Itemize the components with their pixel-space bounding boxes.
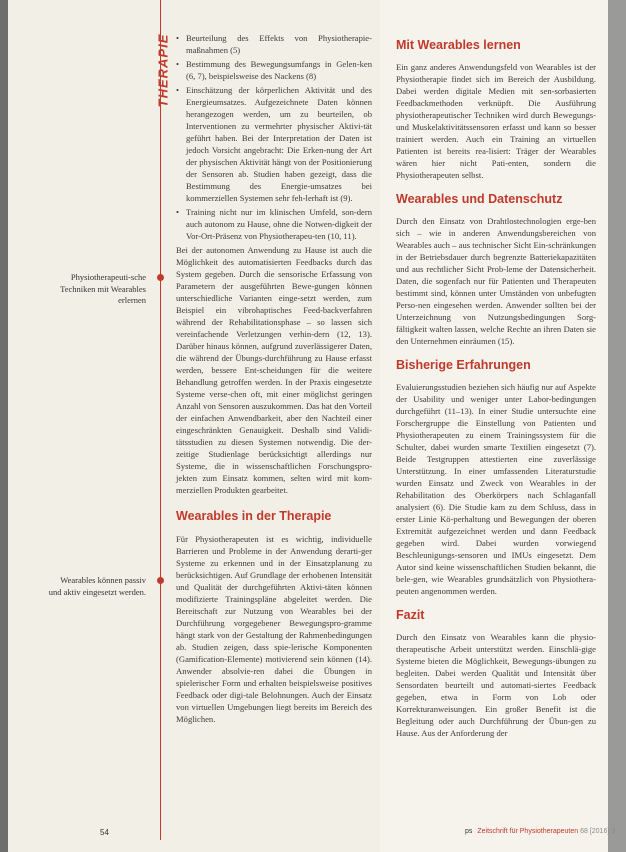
page-edge-shadow [608,0,626,852]
paragraph: Für Physiotherapeuten ist es wichtig, individuelle Barrieren und Probleme in der Anwendung derarti-ger Systeme zu erkennen und in der Einsatzplanung zu berücksichtigen. Auf Grundlage der erhobenen Intensität und Qualität der durchgeführten Aktivi-täten können modifizierte Trainingspläne abgeleitet werden. Die Bereitschaft zur Nutzung von Wearables bei der Durchführung vorgegebener Bewegungspro-gramme hängt stark von der Gestaltung der Rahmenbedingungen ab. Studien zeigen, dass spie-lerische Komponenten (Gamification-Elemente) motivierend sein können (14). Anwender absolvie-ren dabei die Übungen in spielerischer Form und erhalten beispielsweise positives Feedback oder digi-tale Belohnungen. Auch der Einsatz von virtuellen Umgebungen liegt bereits im Bereich des Möglichen. [176,534,372,724]
paragraph: Durch den Einsatz von Wearables kann die physio-therapeutische Arbeit unterstützt werden. Einschlä-gige Systeme bieten die Möglichkeit, Bewegungs-übungen zu begleiten. Dabei werden Qualität und Intensität über Sensordaten beurteilt und automati-siertes Feedback gegeben, etwa in Form von Lob oder Korrekturanweisungen. Ein großer Benefit ist die Begleitung oder auch Durchführung der Übun-gen zu Hause. Aus der Anforderung der [396,632,596,738]
right-column [396,37,596,739]
section-label: THERAPIE [155,33,171,108]
journal-issue: 68 [2016] 3 [580,828,616,835]
margin-note-marker [157,274,164,281]
margin-rule [160,0,161,840]
page-number: ps [465,828,473,835]
margin-note: Physiotherapeuti-sche Techniken mit Wearables erlernen [60,272,146,305]
list-item: • Bestimmung des Bewegungsumfangs in Gelen-ken (6, 7), beispielsweise des Nackens (8) [176,58,372,82]
section-heading: Fazit [396,608,425,622]
paragraph: Durch den Einsatz von Drahtlostechnologien erge-ben sich – wie in anderen Anwendungsbereichen von Wearables auch – aus technischer Sicht Ein-schränkungen in der Betriebsdauer durch begrenzte Batteriekapazitäten und aus rechtlicher Sicht Prob-leme der Datensicherheit. Daten, die sogenfach nur für Patienten und Therapeuten bestimmt sind, können unter Umständen von unbefugten Perso-nen eingesehen werden. Anwender sollten bei der Unterzeichnung von Nutzungsbedingungen Sorg-fältigkeit walten lassen, welche Rechte an ihren Daten sie den Unternehmen einräumen (15). [396,216,596,346]
section-heading: Wearables in der Therapie [176,509,332,523]
margin-note: Wearables können passiv und aktiv eingesetzt werden. [48,575,146,597]
left-column [176,32,372,725]
section-heading: Wearables und Datenschutz [396,192,563,206]
list-item: • Einschätzung der körperlichen Aktivität und des Energieumsatzes. Aufgezeichnete Daten können herangezogen werden, um zu beurteilen, ob Interventionen zu vermehrter physischer Aktivi-tät geführt haben. Bei der Interpretation der Daten ist jedoch Vorsicht angebracht: Die Erken-nung der Art der physischen Aktivität hängt von der Positionierung der Sensoren ab. Studien haben gezeigt, dass die Bestimmung des Energie-umsatzes bei kommerziellen Systemen sehr feh-lerhaft ist (9). [176,84,372,204]
journal-title: Zeitschrift für Physiotherapeuten [477,828,579,835]
section-heading: Bisherige Erfahrungen [396,358,531,372]
section-heading: Mit Wearables lernen [396,38,521,52]
page-number: 54 [100,828,109,837]
paragraph: Bei der autonomen Anwendung zu Hause ist auch die Möglichkeit des automatisierten Feedbacks durch das System gegeben. Durch die sensorische Erfassung von Parametern der ausgeführten Bewe-gungen können unterschiedliche Varianten einge-setzt werden, zum Beispiel ein vibrohaptisches Feed-backverfahren während der Rehabilitationsphase – so lassen sich vereinfachende Verletzungen verhin-dern (12, 13). Darüber hinaus können, aufgrund zuverlässigerer Daten, die während der Übungs-durchführung zu Hause erfasst werden, bessere Ent-scheidungen für die weitere Behandlung getroffen werden. In der Praxis eingesetzte Systeme verse-chen oft, mit einer möglichst geringen Anzahl von Sensoren auszukommen. Das hat den Vorteil der einfachen Anwendbarkeit, aber den Nachteil einer eingeschränkten Genauigkeit. Deshalb sind Validi-tätsstudien zu diesen Systemen notwendig. Die der-zeitige Studienlage berücksichtigt allerdings nur Systeme, die in wissenschaftlichen Forschungspro-jekten zum Einsatz kommen, selten wird mit kom-merziellen Produkten gearbeitet. [176,245,372,495]
paragraph: Ein ganz anderes Anwendungsfeld von Wearables ist der Physiotherapie findet sich im Bereich der Ausbildung. Dabei werden digitale Medien mit sen-sorbasierten Feedbackmethoden verknüpft. Die Ausführung physiotherapeutischer Techniken wird durch Bewegungs- und Muskelaktivitätssensoren erfasst und kann so besser trainiert werden. Auch ein Training an virtuellen Patienten ist bereits rea-lisiert: Träger der Wearables wären hier nicht Pati-enten, sondern die Physiotherapeuten selbst. [396,62,596,180]
running-footer [465,828,615,835]
margin-note-marker [157,577,164,584]
list-item: • Beurteilung des Effekts von Physiotherapie-maßnahmen (5) [176,32,372,56]
list-item: • Training nicht nur im klinischen Umfeld, son-dern auch autonom zu Hause, ohne die Notwen-digkeit der Vor-Ort-Präsenz von Physiotherapeu-ten (10, 11). [176,206,372,242]
paragraph: Evaluierungsstudien beziehen sich häufig nur auf Aspekte der Usability und weniger unter Labor-bedingungen durchgeführt (11–13). In einer Studie untersuchte eine Forschergruppe die Einstellung von Patienten und Physiotherapeuten zu einem Trainingssystem für die Schulter, dabei wurden smarte Textilien eingesetzt (7). Beide Testgruppen attestierten eine zuverlässige Unterstützung. In einer umfassenden Literaturstudie wurden Einsatz und Zweck von Wearables in der Rehabilitation des Oberkörpers nach Schlaganfall analysiert (6). Die Studie kam zu dem Schluss, dass in erster Linie Kö-perhaltung und Bewegungen der oberen Extremität aufgezeichnet werden und dann Feedback gegeben wird. Dabei wurden vorwiegend Beschleunigungs-sensoren und IMUs eingesetzt. Dem Autor sind keine wissenschaftlichen Studien bekannt, die bele-gen, wie Wearables grundsätzlich von Physiothera-peuten angenommen werden. [396,382,596,596]
bullet-list [176,32,372,242]
